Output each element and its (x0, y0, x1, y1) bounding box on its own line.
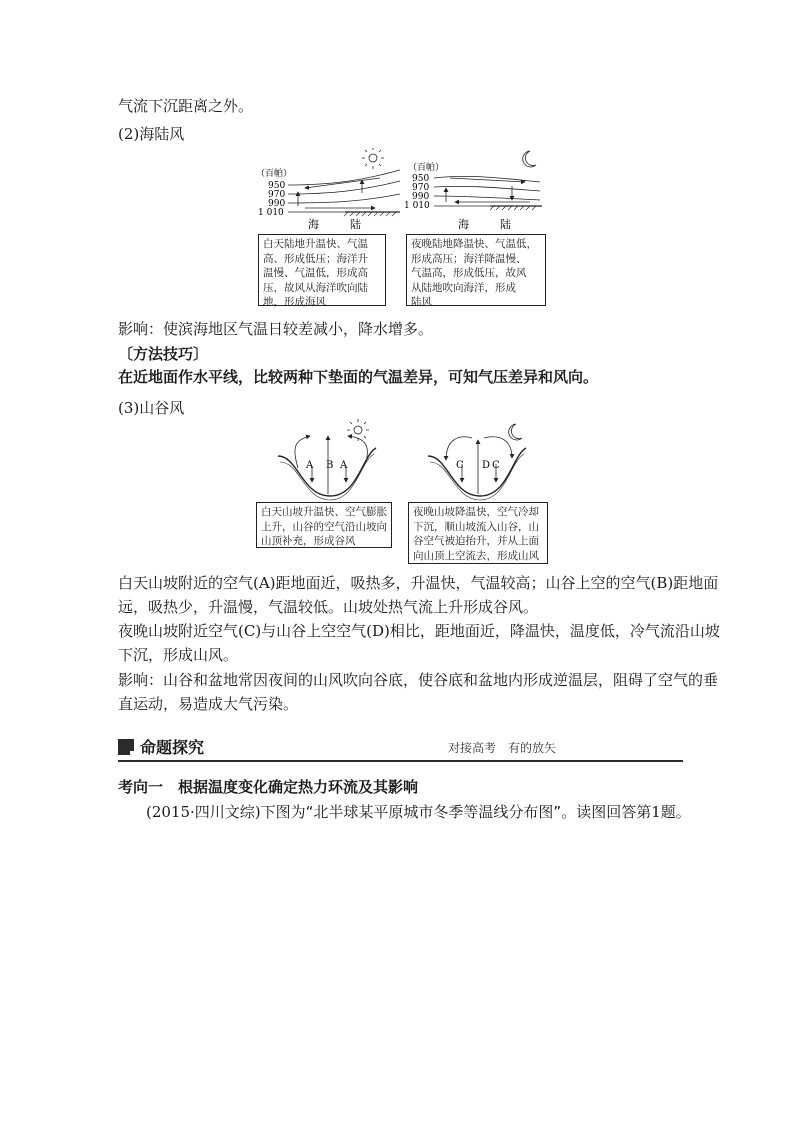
pressure-label: 950 (268, 181, 286, 191)
land-label: 陆 (500, 218, 511, 231)
topic-heading: 考向一 根据温度变化确定热力环流及其影响 (118, 778, 419, 796)
sea-land-breeze-figure (250, 148, 550, 308)
section-title: 命题探究 (140, 738, 205, 757)
pressure-label: 1 010 (258, 208, 284, 218)
pressure-label: 970 (412, 183, 430, 193)
text-line: 气流下沉距离之外。 (118, 97, 254, 115)
night-upper-flow-arrow (450, 178, 525, 182)
night-explanation-box: 夜晚山坡降温快，空气冷却 下沉，顺山坡流入山谷，山 谷空气被迫抬升，并从上面 向山顶上空流去，形成山风 (408, 502, 548, 564)
question-intro (146, 801, 691, 823)
unit-label: （百帕） (408, 163, 445, 173)
mountain-valley-diagram (250, 418, 560, 502)
sea-land-breeze-diagram (250, 148, 550, 238)
subheading-sea-land-breeze: (2)海陆风 (118, 125, 185, 143)
land-hatching (344, 212, 396, 216)
subheading-mountain-valley-breeze: (3)山谷风 (118, 399, 185, 417)
question-instruction: 读图回答第1题。 (576, 803, 691, 821)
day-isobars (288, 170, 400, 212)
point-label: A (340, 460, 348, 471)
night-right-arrow (484, 437, 512, 458)
pressure-label: 970 (268, 190, 286, 200)
sea-label: 海 (308, 218, 319, 231)
night-explanation-box: 夜晚陆地降温快、气温低， 形成高压；海洋降温慢、 气温高，形成低压，故风 从陆地吹向海洋，形成 陆风 (406, 234, 546, 306)
text-line: 夜晚山坡附近空气(C)与山谷上空空气(D)相比，距地面近，降温快，温度低，冷气流沿山坡 (118, 622, 720, 640)
point-label: C (492, 460, 500, 471)
day-upper-flow-arrow (305, 178, 380, 188)
section-rule (118, 760, 683, 762)
point-label: B (326, 460, 334, 471)
section-banner (118, 733, 683, 763)
point-label: D (482, 460, 491, 471)
pressure-label: 1 010 (404, 201, 430, 211)
day-explanation-box: 白天山坡升温快、空气膨胀 上升，山谷的空气沿山坡向 山顶补充，形成谷风 (256, 502, 392, 548)
moon-icon (509, 424, 522, 440)
day-explanation-box: 白天陆地升温快、气温 高、形成低压；海洋升 温慢、气温低，形成高 压，故风从海洋吹向陆 地，形成海风 (258, 234, 386, 306)
text-line: 直运动，易造成大气污染。 (118, 695, 299, 713)
point-label: C (456, 460, 464, 471)
question-figure-title: 下图为“北半球某平原城市冬季等温线分布图”。 (260, 803, 577, 821)
mountain-valley-breeze-figure (250, 418, 560, 566)
sea-label: 海 (458, 218, 469, 231)
night-valley (428, 448, 526, 500)
text-line: 影响：山谷和盆地常因夜间的山风吹向谷底，使谷底和盆地内形成逆温层，阻碍了空气的垂 (118, 671, 719, 689)
sun-icon (347, 419, 369, 441)
section-subtitle: 对接高考 有的放矢 (448, 741, 557, 755)
point-label: A (306, 460, 314, 471)
sun-icon (362, 148, 384, 169)
question-source: (2015·四川文综) (146, 803, 261, 821)
pressure-label: 990 (268, 199, 286, 209)
method-heading: 〔方法技巧〕 (118, 345, 209, 363)
night-left-arrow (446, 437, 472, 460)
night-isobars (434, 176, 540, 206)
land-hatching (490, 206, 536, 210)
method-text: 在近地面作水平线，比较两种下垫面的气温差异，可知气压差异和风向。 (118, 368, 599, 386)
pressure-label: 990 (412, 192, 430, 202)
day-valley (278, 448, 376, 500)
text-line: 下沉，形成山风。 (118, 646, 239, 664)
text-line: 影响：使滨海地区气温日较差减小，降水增多。 (118, 320, 434, 338)
text-line: 白天山坡附近的空气(A)距地面近，吸热多，升温快，气温较高；山谷上空的空气(B)距地面 (118, 574, 719, 592)
unit-label: （百帕） (256, 169, 293, 179)
land-label: 陆 (350, 218, 361, 231)
moon-icon (523, 151, 536, 167)
section-square-icon (118, 739, 134, 755)
text-line: 远，吸热少，升温慢，气温较低。山坡处热气流上升形成谷风。 (118, 598, 539, 616)
pressure-label: 950 (412, 174, 430, 184)
